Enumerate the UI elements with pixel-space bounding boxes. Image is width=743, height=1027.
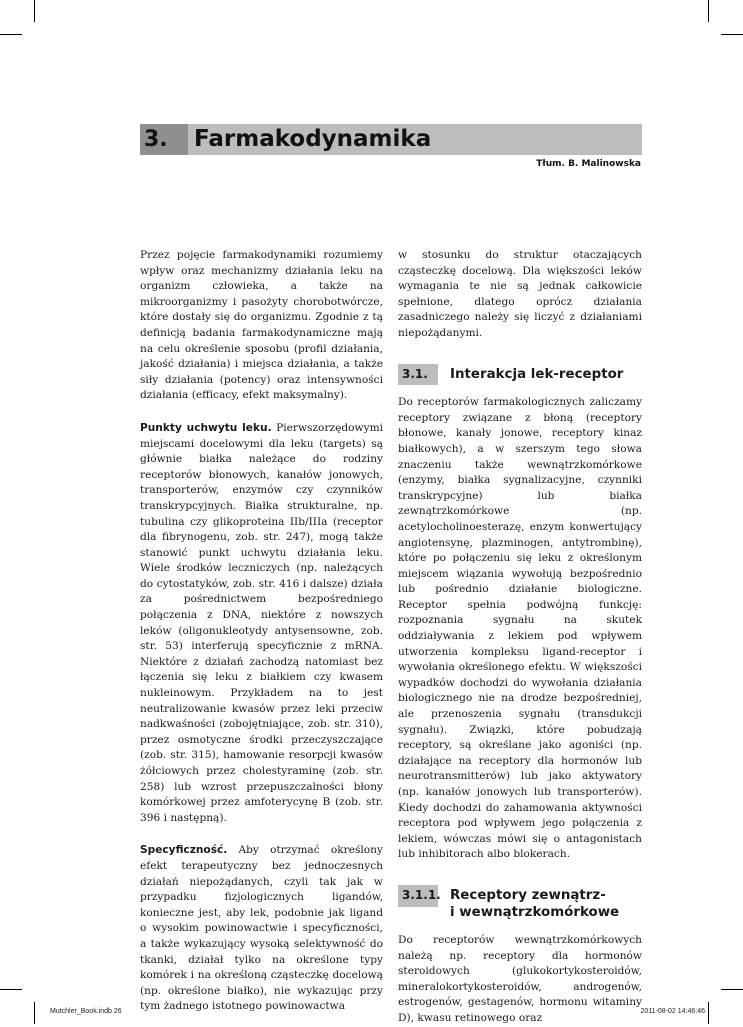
footer-file: Mutchler_Book.indb 26	[50, 1008, 122, 1015]
continuation-paragraph: w stosunku do struktur otaczających cząsteczkę docelową. Dla większości leków wymagania te nie są jednak całkowicie spełnione, dlatego oprócz działania zasadniczego należy się liczyć z działaniami niepożądanymi.	[398, 249, 642, 339]
crop-mark	[34, 0, 35, 22]
crop-mark	[708, 0, 709, 22]
crop-mark	[0, 34, 22, 35]
subsection-body: Do receptorów wewnątrzkomórkowych należą np. receptory dla hormonów steroidowych (glukokortykosteroidów, mineralokortykosteroidów, androgenów, estrogenów, gestagenów, hormonu witaminy D), kwasu retinowego oraz	[398, 933, 642, 1024]
chapter-number: 3.	[140, 124, 188, 155]
targets-body: Pierwszorzędowymi miejscami docelowymi dla leku (targets) są głównie białka należące do rodziny receptorów błonowych, kanałów jonowych, transporterów, enzymów czy czynników transkrypcyjnych. Białka strukturalne, np. tubulina czy glikoproteina IIb/IIIa (receptor dla fibrynogenu, zob. str. 247), mogą także stanowić punkt uchwytu działania leku. Wiele środków leczniczych (np. należących do cytostatyków, zob. str. 416 i dalsze) działa za pośrednictwem bezpośredniego połączenia z DNA, niektóre z nowszych leków (oligonukleotydy antysensowne, zob. str. 53) interferują specyficznie z mRNA. Niektóre z działań zachodzą natomiast bez łączenia się leku z białkiem czy kwasem nukleinowym. Przykładem na to jest neutralizowanie kwasów przez leki przeciw nadkwaśności (zobojętniające, zob. str. 310), przez osmotyczne środki przeczyszczające (zob. str. 315), hamowanie resorpcji kwasów żółciowych przez cholestyraminę (zob. str. 258) lub wzrost przepuszczalności błony komórkowej przez amfoterycynę B (zob. str. 396 i następną).	[140, 421, 383, 824]
translator-credit: Tłum. B. Malinowska	[536, 159, 641, 169]
subsection-title-line1: Receptory zewnątrz-	[450, 887, 606, 903]
targets-heading: Punkty uchwytu leku.	[140, 421, 272, 434]
subsection-title	[450, 887, 619, 921]
intro-paragraph: Przez pojęcie farmakodynamiki rozumiemy wpływ oraz mechanizmy działania leku na organizm człowieka, a także na mikroorganizmy i pasożyty chorobotwórcze, które dostały się do organizmu. Zgodnie z tą definicją badania farmakodynamiczne mają na celu określenie sposobu (profil działania, jakość działania) i miejsca działania, a także siły działania (potency) oraz intensywności działania (efficacy, efekt maksymalny).	[140, 249, 383, 402]
right-column	[398, 248, 642, 1027]
crop-mark	[708, 1002, 709, 1024]
specificity-heading: Specyficzność.	[140, 844, 228, 857]
targets-paragraph	[140, 421, 383, 826]
subsection-title-line2: i wewnątrzkomórkowe	[450, 904, 620, 920]
crop-mark	[34, 1002, 35, 1024]
section-body: Do receptorów farmakologicznych zaliczamy receptory związane z błoną (receptory błonowe, kanały jonowe, receptory kinaz białkowych), a w szerszym tego słowa znaczeniu także wewnątrzkomórkowe (enzymy, białka sygnalizacyjne, czynniki transkrypcyjne) lub białka zewnątrzkomórkowe (np. acetylocholinoesterazę, enzym konwertujący angiotensynę, plazminogen, antytrombinę), które po połączeniu się leku z określonym miejscem wiązania wywołują bezpośrednio lub pośrednio działanie biologiczne. Receptor spełnia podwójną funkcję: rozpoznania sygnału na skutek oddziaływania z lekiem pod wpływem utworzenia kompleksu ligand-receptor i wywołania określonego efektu. W większości wypadków dochodzi do wywołania działania biologicznego nie na drodze bezpośredniej, ale przenoszenia sygnału (transdukcji sygnału). Związki, które pobudzają receptory, są określane jako agoniści (np. działające na receptory dla hormonów lub neurotransmitterów) lub jako aktywatory (np. kanałów jonowych lub transporterów). Kiedy dochodzi do zahamowania aktywności receptora pod wpływem jego połączenia z lekiem, wówczas mówi się o antagonistach lub inhibitorach albo blokerach.	[398, 396, 642, 861]
specificity-paragraph	[140, 843, 383, 1015]
left-column	[140, 248, 383, 1015]
chapter-title: Farmakodynamika	[194, 126, 432, 152]
section-title: Interakcja lek-receptor	[450, 366, 624, 382]
subsection-heading	[398, 885, 642, 921]
specificity-body: Aby otrzymać określony efekt terapeutyczny bez jednoczesnych działań niepożądanych, czyli tak jak w przypadku fizjologicznych ligandów, konieczne jest, aby lek, podobnie jak ligand o wysokim powinowactwie i specyficzności, a także wykazujący wysoką selektywność do tkanki, działał tylko na określone typy komórek i na określoną cząsteczkę docelową (np. określone białko), nie wykazując przy tym żadnego istotnego powinowactwa	[140, 844, 383, 1013]
footer-timestamp: 2011-08-02 14:46:46	[640, 1008, 705, 1015]
crop-mark	[721, 34, 743, 35]
subsection-number: 3.1.1.	[398, 885, 438, 907]
section-number: 3.1.	[398, 364, 438, 386]
crop-mark	[721, 989, 743, 990]
crop-mark	[0, 989, 22, 990]
section-heading	[398, 364, 642, 386]
